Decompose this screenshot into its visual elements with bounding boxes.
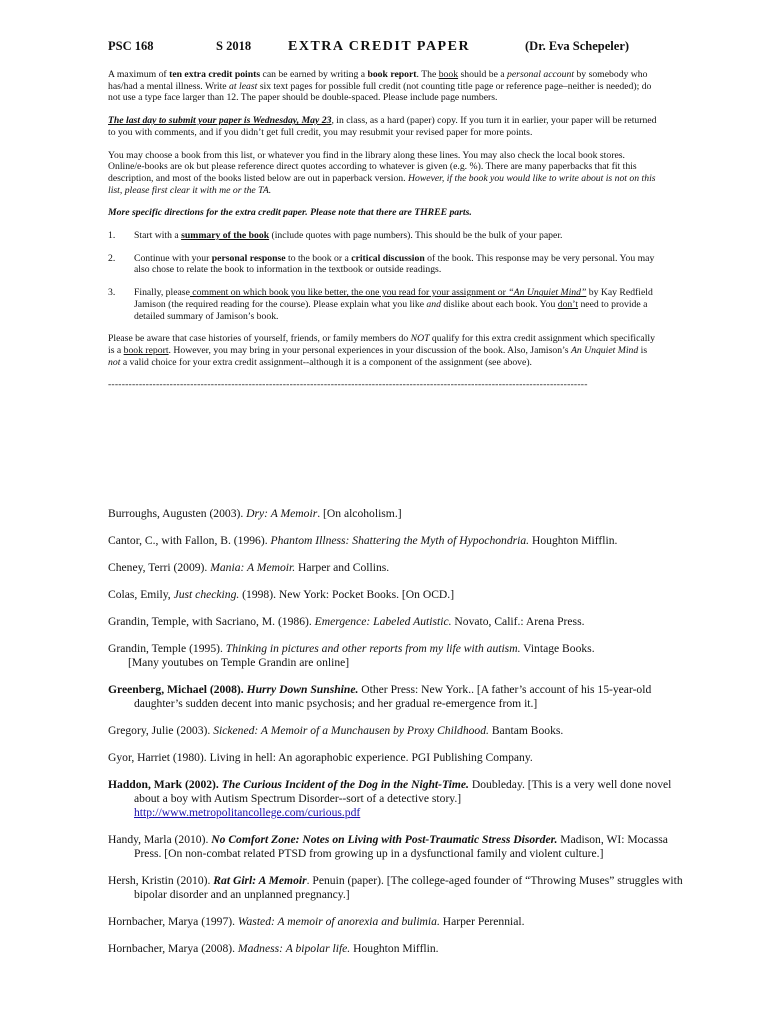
reference-item: Gregory, Julie (2003). Sickened: A Memoir of a Munchausen by Proxy Childhood. Bantam Books. <box>108 724 564 737</box>
reference-item: Colas, Emily, Just checking. (1998). New York: Pocket Books. [On OCD.] <box>108 588 455 601</box>
section-divider: -------------------------------------------------------------------------------------------------------------------------------------------- <box>108 379 588 391</box>
part-item-3: 3. Finally, please comment on which book you like better, the one you read for your assignment or “An Unquiet Mind” by Kay Redfield Jamison (the required reading for the course). Please explain what you like and dislike about each book. You don’t need to provide a detailed summary of Jamison’s book. <box>108 287 653 322</box>
part-item-2: 2. Continue with your personal response to the book or a critical discussion of the book. This response may be very personal. You may also chose to relate the book to information in the textbook or outside readings. <box>108 252 655 276</box>
reference-item: Cantor, C., with Fallon, B. (1996). Phantom Illness: Shattering the Myth of Hypochondria. Houghton Mifflin. <box>108 534 618 547</box>
directions-heading: More specific directions for the extra credit paper. Please note that there are THREE parts. <box>108 207 472 219</box>
instructor: (Dr. Eva Schepeler) <box>525 39 630 53</box>
reference-item: Hersh, Kristin (2010). Rat Girl: A Memoir. Penuin (paper). [The college-aged founder of “Throwing Muses” struggles with bipolar disorder and an unplanned pregnancy.] <box>108 874 683 901</box>
page-header <box>108 39 668 57</box>
reference-item: Hornbacher, Marya (1997). Wasted: A memoir of anorexia and bulimia. Harper Perennial. <box>108 915 525 928</box>
reference-item: Haddon, Mark (2002). The Curious Incident of the Dog in the Night-Time. Doubleday. [This is a very well done novel about a boy with Autism Spectrum Disorder--sort of a detective story.] http://www.metropolitancollege.com/curious.pdf <box>108 778 672 819</box>
reference-link[interactable]: http://www.metropolitancollege.com/curious.pdf <box>134 806 361 819</box>
reference-note: [Many youtubes on Temple Grandin are online] <box>128 656 350 669</box>
reference-item: Grandin, Temple, with Sacriano, M. (1986). Emergence: Labeled Autistic. Novato, Calif.: Arena Press. <box>108 615 585 628</box>
reference-list <box>108 507 690 969</box>
reference-item: Grandin, Temple (1995). Thinking in pictures and other reports from my life with autism. Vintage Books. [Many youtubes on Temple Grandin are online] <box>108 642 690 670</box>
reference-item: Hornbacher, Marya (2008). Madness: A bipolar life. Houghton Mifflin. <box>108 942 439 955</box>
intro-paragraph: A maximum of ten extra credit points can be earned by writing a book report. The book should be a personal account by somebody who has/had a mental illness. Write at least six text pages for possible full credit (not counting title page or reference page–neither is needed); do not use a type face larger than 12. The paper should be double-spaced. Please include page numbers. <box>108 69 652 104</box>
term: S 2018 <box>216 39 252 53</box>
page-title: EXTRA CREDIT PAPER <box>288 39 471 54</box>
part-item-1: 1. Start with a summary of the book (include quotes with page numbers). This should be the bulk of your paper. <box>108 230 563 242</box>
notice-paragraph: Please be aware that case histories of yourself, friends, or family members do NOT qualify for this extra credit assignment which specifically is a book report. However, you may bring in your personal experiences in your discussion of the book. Also, Jamison’s An Unquiet Mind is not a valid choice for your extra credit assignment--although it is a component of the assignment (see above). <box>108 333 655 368</box>
parts-list <box>108 230 660 322</box>
book-choice-paragraph: You may choose a book from this list, or whatever you find in the library along these lines. You may also check the local book stores. Online/e-books are ok but please reference direct quotes according to whatever is given (e.g. %). There are many paperbacks that fit this description, and most of the books listed below are out in paperback version. However, if the book you would like to write about is not on this list, please first clear it with me or the TA. <box>108 149 656 196</box>
course-code: PSC 168 <box>108 39 154 53</box>
reference-item: Cheney, Terri (2009). Mania: A Memoir. Harper and Collins. <box>108 561 390 574</box>
reference-item: Gyor, Harriet (1980). Living in hell: An agoraphobic experience. PGI Publishing Company. <box>108 751 533 764</box>
deadline-paragraph: The last day to submit your paper is Wednesday, May 23, in class, as a hard (paper) copy. If you turn it in earlier, your paper will be returned to you with comments, and if you didn’t get full credit, you may resubmit your revised paper for more points. <box>108 115 657 138</box>
instructions-body <box>108 69 660 405</box>
reference-item: Handy, Marla (2010). No Comfort Zone: Notes on Living with Post-Traumatic Stress Disorder. Madison, WI: Mocassa Press. [On non-combat related PTSD from growing up in a dysfunctional family and violent culture.] <box>108 833 668 860</box>
reference-item: Greenberg, Michael (2008). Hurry Down Sunshine. Other Press: New York.. [A father’s account of his 15-year-old daughter’s sudden decent into manic psychosis; and her gradual re-emergence from it.] <box>108 683 652 710</box>
reference-item: Burroughs, Augusten (2003). Dry: A Memoir. [On alcoholism.] <box>108 507 402 520</box>
